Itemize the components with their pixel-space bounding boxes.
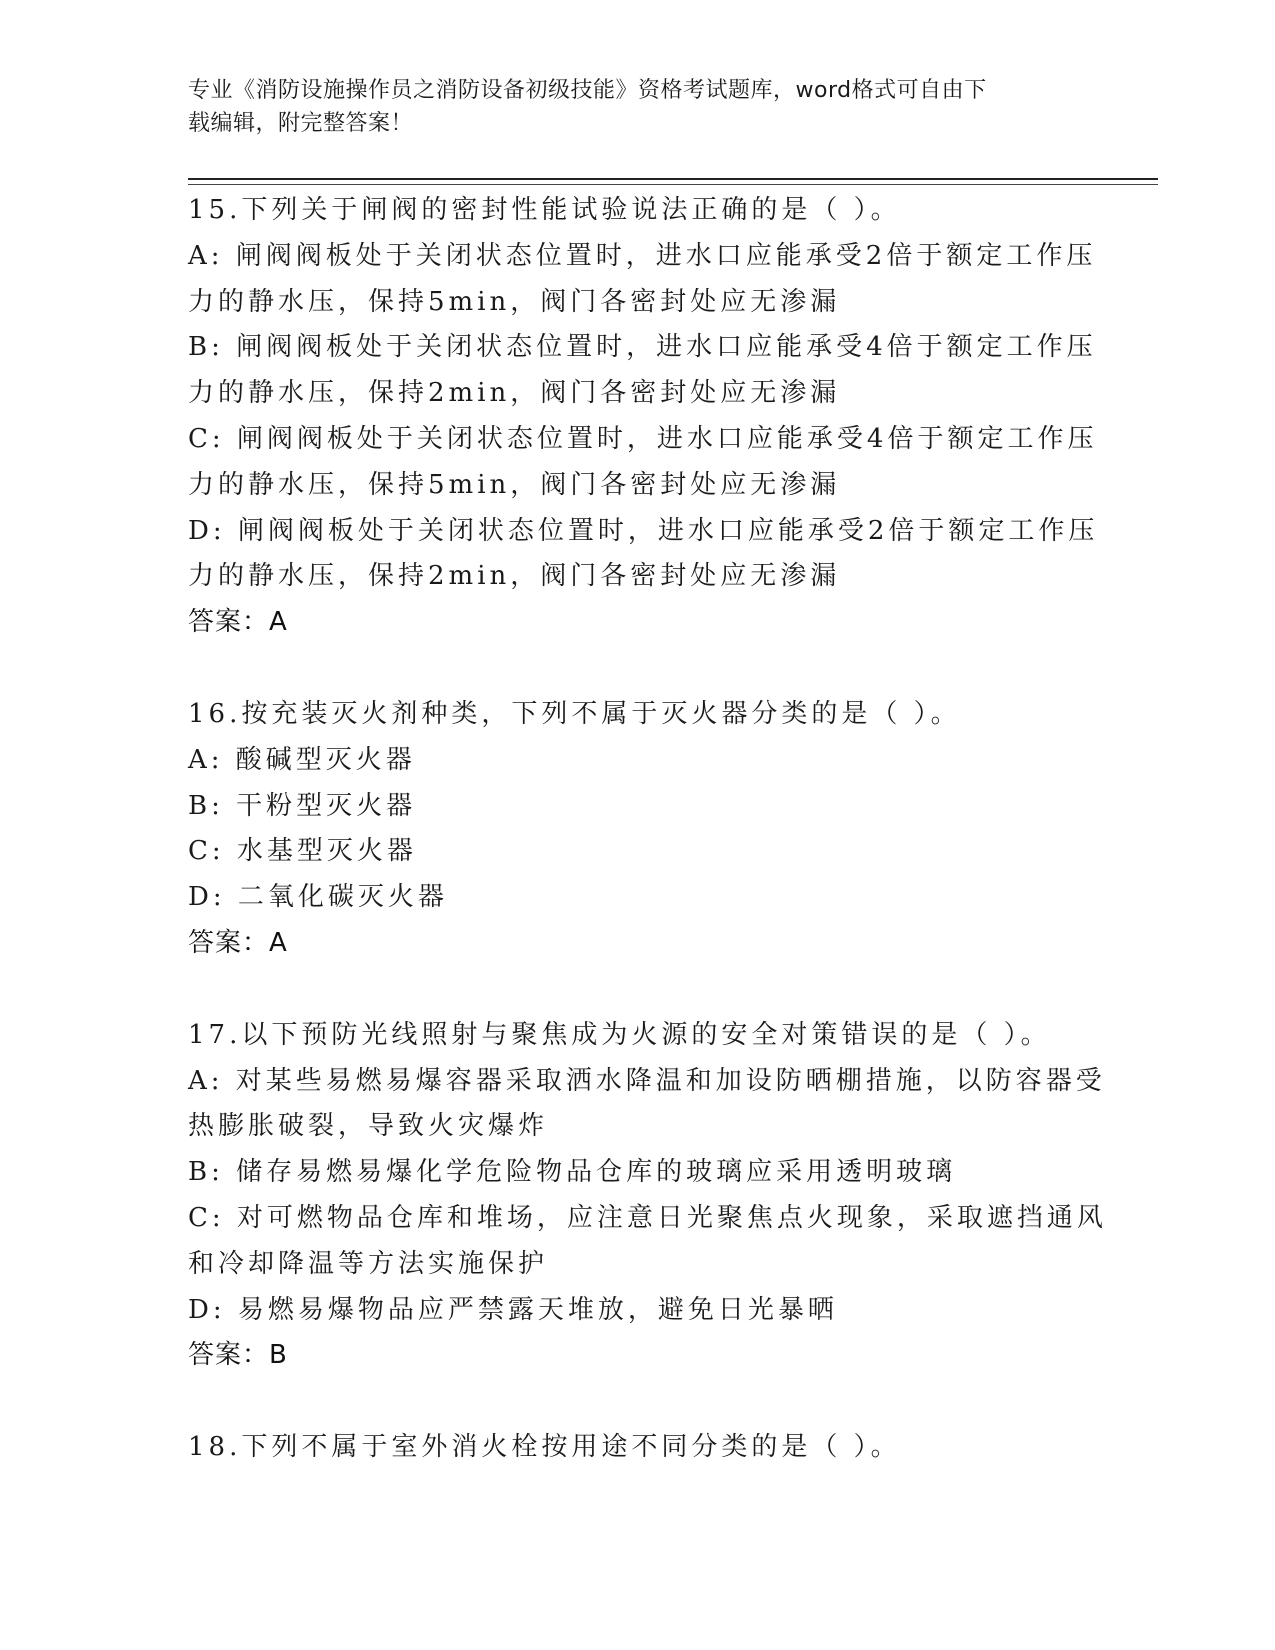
option-line: A: 对某些易燃易爆容器采取洒水降温和加设防晒棚措施，以防容器受 [188, 1065, 1106, 1096]
question-stem: 16.按充装灭火剂种类，下列不属于灭火器分类的是（ ）。 [188, 698, 961, 729]
option-line: 热膨胀破裂，导致火灾爆炸 [188, 1111, 549, 1142]
question-16 [188, 692, 1088, 967]
option-line: D: 二氧化碳灭火器 [188, 882, 448, 913]
question-stem: 17.以下预防光线照射与聚焦成为火源的安全对策错误的是（ ）。 [188, 1019, 1051, 1050]
question-18 [188, 1425, 1088, 1471]
option-line: B: 闸阀阀板处于关闭状态位置时，进水口应能承受4倍于额定工作压 [188, 332, 1097, 363]
answer-label: 答案：A [188, 607, 288, 638]
option-line: D: 易燃易爆物品应严禁露天堆放，避免日光暴晒 [188, 1294, 838, 1325]
option-line: D: 闸阀阀板处于关闭状态位置时，进水口应能承受2倍于额定工作压 [188, 515, 1099, 546]
spacer [188, 646, 1088, 692]
option-line: 力的静水压，保持2min，阀门各密封处应无渗漏 [188, 561, 841, 592]
header-line-1: 专业《消防设施操作员之消防设备初级技能》资格考试题库，word格式可自由下 [188, 78, 987, 103]
answer-label: 答案：B [188, 1340, 288, 1371]
option-line: B: 干粉型灭火器 [188, 790, 417, 821]
spacer [188, 1379, 1088, 1425]
header-divider-thick [188, 178, 1158, 180]
option-line: 力的静水压，保持5min，阀门各密封处应无渗漏 [188, 286, 841, 317]
document-header [188, 74, 1088, 140]
question-17 [188, 1013, 1107, 1379]
option-line: A: 酸碱型灭火器 [188, 744, 416, 775]
option-line: A: 闸阀阀板处于关闭状态位置时，进水口应能承受2倍于额定工作压 [188, 240, 1097, 271]
questions-list [188, 188, 1107, 1471]
option-line: 和冷却降温等方法实施保护 [188, 1248, 549, 1279]
header-divider-thin [188, 184, 1158, 185]
question-15 [188, 188, 1099, 646]
option-line: 力的静水压，保持5min，阀门各密封处应无渗漏 [188, 469, 841, 500]
option-line: C: 对可燃物品仓库和堆场，应注意日光聚焦点火现象，采取遮挡通风 [188, 1202, 1107, 1233]
option-line: C: 水基型灭火器 [188, 836, 417, 867]
spacer [188, 967, 1088, 1013]
question-stem: 15.下列关于闸阀的密封性能试验说法正确的是（ ）。 [188, 195, 901, 225]
option-line: B: 储存易燃易爆化学危险物品仓库的玻璃应采用透明玻璃 [188, 1157, 957, 1188]
answer-label: 答案：A [188, 927, 288, 958]
option-line: C: 闸阀阀板处于关闭状态位置时，进水口应能承受4倍于额定工作压 [188, 423, 1098, 454]
option-line: 力的静水压，保持2min，阀门各密封处应无渗漏 [188, 378, 841, 409]
question-stem: 18.下列不属于室外消火栓按用途不同分类的是（ ）。 [188, 1432, 901, 1463]
header-line-2: 载编辑，附完整答案！ [188, 111, 414, 136]
